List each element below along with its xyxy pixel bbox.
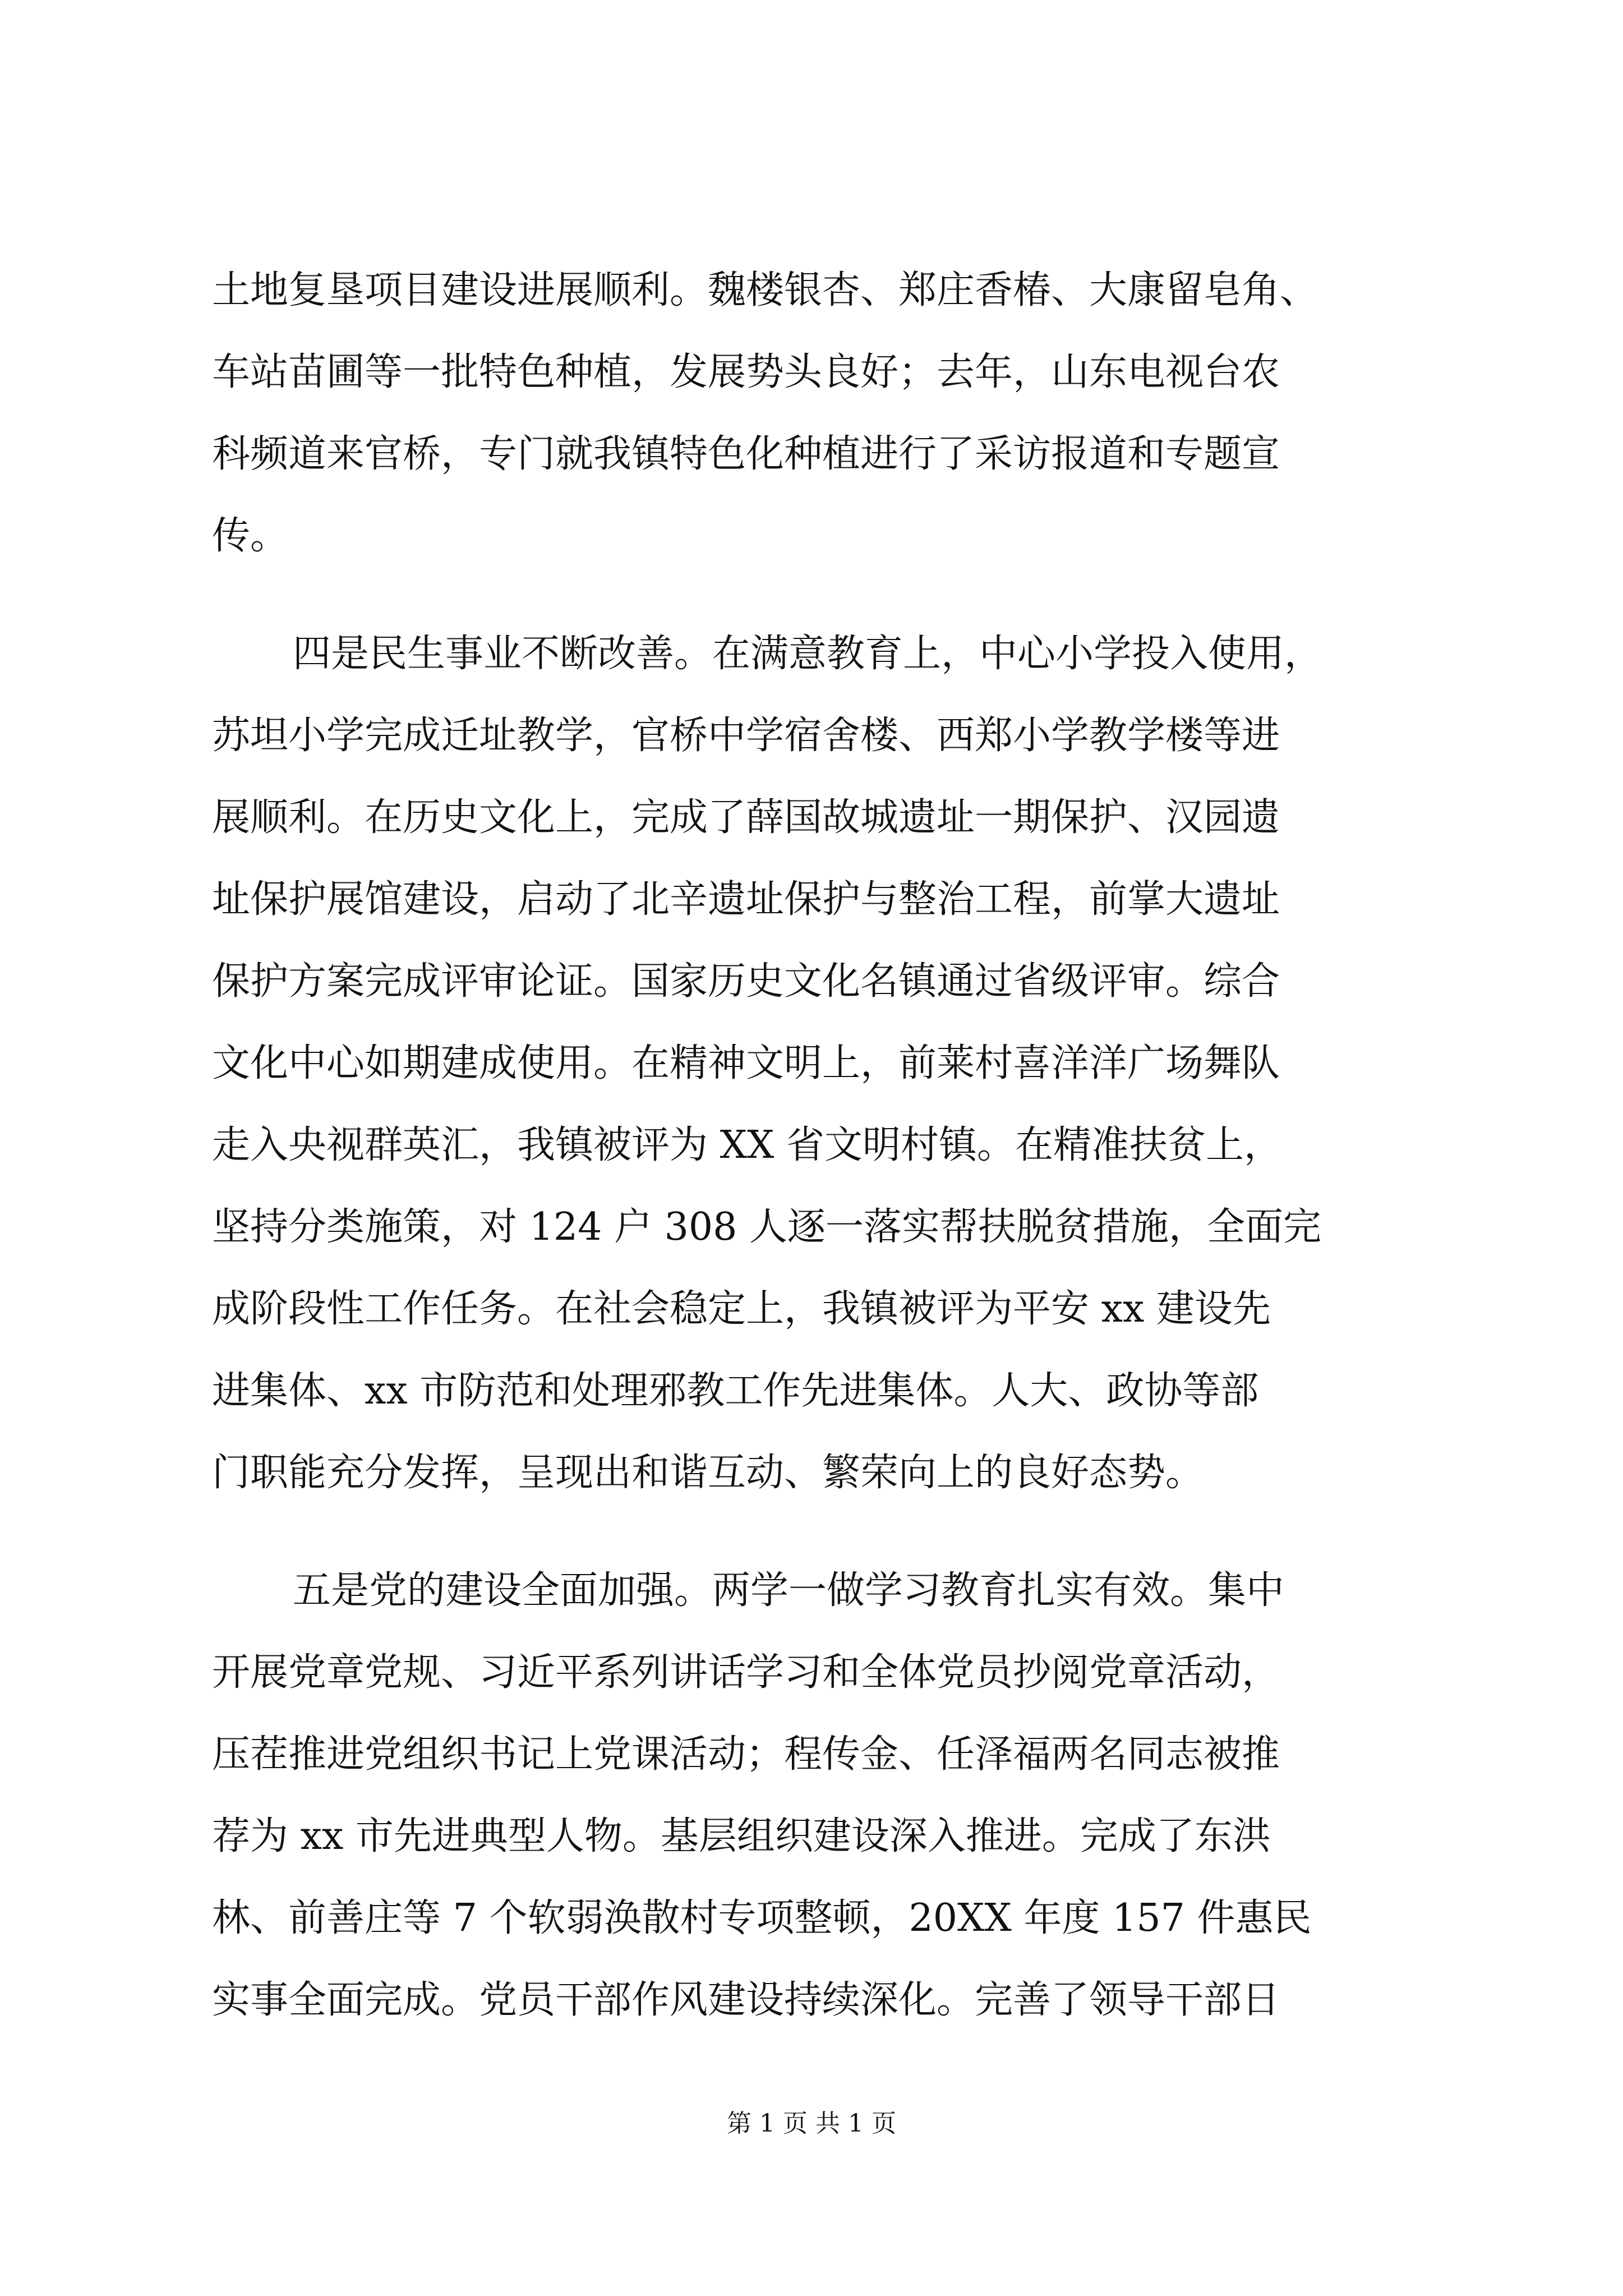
text-line: 林、前善庄等 7 个软弱涣散村专项整顿，20XX 年度 157 件惠民 [212, 1896, 1312, 1940]
text-line: 实事全面完成。党员干部作风建设持续深化。完善了领导干部日 [212, 1978, 1280, 2022]
text-line: 址保护展馆建设，启动了北辛遗址保护与整治工程，前掌大遗址 [212, 877, 1280, 922]
text-line: 坚持分类施策，对 124 户 308 人逐一落实帮扶脱贫措施，全面完 [212, 1205, 1322, 1249]
text-line: 展顺利。在历史文化上，完成了薛国故城遗址一期保护、汉园遗 [212, 795, 1280, 840]
text-line: 走入央视群英汇，我镇被评为 XX 省文明村镇。在精准扶贫上， [212, 1123, 1283, 1167]
paragraph-start-line: 四是民生事业不断改善。在满意教育上，中心小学投入使用， [293, 632, 1323, 676]
text-line: 荐为 xx 市先进典型人物。基层组织建设深入推进。完成了东洪 [212, 1814, 1271, 1858]
text-line: 苏坦小学完成迁址教学，官桥中学宿舍楼、西郑小学教学楼等进 [212, 714, 1280, 758]
text-line: 科频道来官桥，专门就我镇特色化种植进行了采访报道和专题宣 [212, 432, 1280, 476]
text-line: 保护方案完成评审论证。国家历史文化名镇通过省级评审。综合 [212, 959, 1280, 1004]
text-line: 压茬推进党组织书记上党课活动；程传金、任泽福两名同志被推 [212, 1732, 1280, 1777]
text-line: 进集体、xx 市防范和处理邪教工作先进集体。人大、政协等部 [212, 1369, 1259, 1413]
text-line: 土地复垦项目建设进展顺利。魏楼银杏、郑庄香椿、大康留皂角、 [212, 268, 1318, 312]
paragraph-start-line: 五是党的建设全面加强。两学一做学习教育扎实有效。集中 [293, 1568, 1285, 1613]
text-line: 车站苗圃等一批特色种植，发展势头良好；去年，山东电视台农 [212, 350, 1280, 394]
text-line: 门职能充分发挥，呈现出和谐互动、繁荣向上的良好态势。 [212, 1451, 1204, 1495]
text-line: 传。 [212, 514, 289, 558]
text-line: 文化中心如期建成使用。在精神文明上，前莱村喜洋洋广场舞队 [212, 1041, 1280, 1085]
page-footer: 第 1 页 共 1 页 [727, 2109, 896, 2138]
text-line: 开展党章党规、习近平系列讲话学习和全体党员抄阅党章活动， [212, 1650, 1280, 1695]
text-line: 成阶段性工作任务。在社会稳定上，我镇被评为平安 xx 建设先 [212, 1287, 1271, 1331]
